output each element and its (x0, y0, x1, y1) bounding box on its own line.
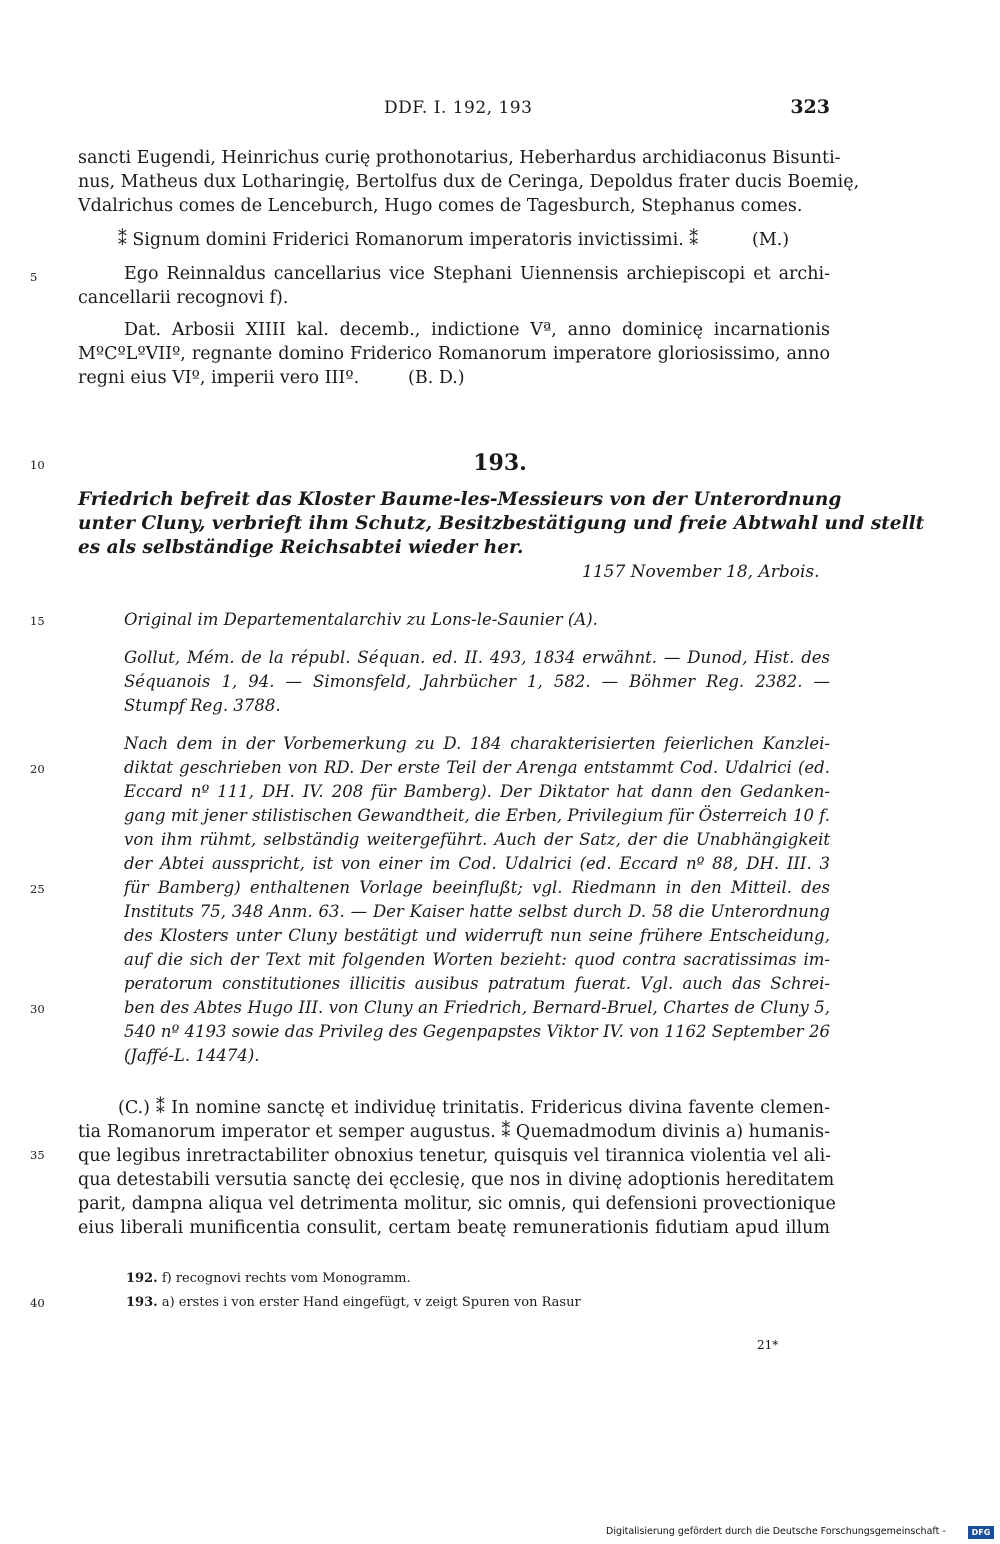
signum-line: ⁑ Signum domini Friderici Romanorum imperatoris invictissimi. ⁑ (118, 230, 699, 250)
text-line: peratorum constitutiones illicitis ausibus patratum fuerat. Vgl. auch das Schrei- (124, 974, 830, 993)
text-line: (C.) ⁑ In nomine sanctę et individuę trinitatis. Fridericus divina favente clemen- (118, 1098, 830, 1118)
text-line: Séquanois 1, 94. — Simonsfeld, Jahrbücher 1, 582. — Böhmer Reg. 2382. — (124, 672, 830, 691)
text-line: für Bamberg) enthaltenen Vorlage beeinflußt; vgl. Riedmann in den Mitteil. des (124, 878, 830, 897)
line-number: 5 (30, 270, 38, 284)
dfg-notice (606, 1526, 994, 1540)
text-line: nus, Matheus dux Lotharingię, Bertolfus dux de Ceringa, Depoldus frater ducis Boemię, (78, 172, 860, 192)
original-note: Original im Departementalarchiv zu Lons-le-Saunier (A). (124, 610, 598, 629)
line-number: 20 (30, 762, 45, 776)
text-line: que legibus inretractabiliter obnoxius tenetur, quisquis vel tirannica violentia vel ali- (78, 1146, 832, 1166)
line-number: 15 (30, 614, 45, 628)
text-line: tia Romanorum imperator et semper augustus. ⁑ Quemadmodum divinis a) humanis- (78, 1122, 830, 1142)
footnote (126, 1294, 581, 1312)
sheet-signature: 21* (757, 1338, 779, 1352)
text-line: diktat geschrieben von RD. Der erste Teil der Arenga entstammt Cod. Udalrici (ed. (124, 758, 830, 777)
running-title: DDF. I. 192, 193 (384, 98, 533, 118)
footnote-text: f) recognovi rechts vom Monogramm. (161, 1271, 411, 1286)
text-line: 540 nº 4193 sowie das Privileg des Gegenpapstes Viktor IV. von 1162 September 26 (124, 1022, 830, 1041)
text-line: des Klosters unter Cluny bestätigt und widerruft nun seine frühere Entscheidung, (124, 926, 830, 945)
text-line: gang mit jener stilistischen Gewandtheit, die Erben, Privilegium für Österreich 10 f. (124, 806, 830, 825)
line-number: 40 (30, 1296, 45, 1310)
line-number: 10 (30, 458, 45, 472)
page-header (78, 98, 830, 124)
text-line: Eccard nº 111, DH. IV. 208 für Bamberg). Der Diktator hat dann den Gedanken- (124, 782, 830, 801)
footnote-text: a) erstes i von erster Hand eingefügt, v zeigt Spuren von Rasur (161, 1295, 581, 1310)
text-line: parit, dampna aliqua vel detrimenta molitur, sic omnis, qui defensioni provectionique (78, 1194, 836, 1214)
line-number: 35 (30, 1148, 45, 1162)
footnote (126, 1270, 411, 1288)
text-line: von ihm rühmt, selbständig weitergeführt. Auch der Satz, der die Unabhängigkeit (124, 830, 830, 849)
text-line: qua detestabili versutia sanctę dei ęcclesię, que nos in divinę adoptionis hereditatem (78, 1170, 835, 1190)
text-line: MºCºLºVIIº, regnante domino Friderico Romanorum imperatore gloriosissimo, anno (78, 344, 830, 364)
text-line: regni eius VIº, imperii vero IIIº. (78, 368, 360, 388)
line-number: 30 (30, 1002, 45, 1016)
regest-line: unter Cluny, verbrieft ihm Schutz, Besitzbestätigung und freie Abtwahl und stellt (78, 513, 925, 534)
text-line: eius liberali munificentia consulit, certam beatę remunerationis fidutiam apud illum (78, 1218, 830, 1238)
regest-line: es als selbständige Reichsabtei wieder her. (78, 537, 524, 558)
line-number: 25 (30, 882, 45, 896)
text-line: Dat. Arbosii XIIII kal. decemb., indictione Vª, anno dominicę incarnationis (124, 320, 830, 340)
seal-mark: (B. D.) (408, 368, 465, 388)
monogram-mark: (M.) (752, 230, 790, 250)
footnote-ref: 192. (126, 1271, 158, 1286)
text-line: auf die sich der Text mit folgenden Worten bezieht: quod contra sacratissimas im- (124, 950, 830, 969)
dfg-notice-text: Digitalisierung gefördert durch die Deutsche Forschungsgemeinschaft - (606, 1526, 946, 1537)
text-line: Nach dem in der Vorbemerkung zu D. 184 charakterisierten feierlichen Kanzlei- (124, 734, 830, 753)
regest-line: Friedrich befreit das Kloster Baume-les-Messieurs von der Unterordnung (78, 489, 842, 510)
text-line: Instituts 75, 348 Anm. 63. — Der Kaiser hatte selbst durch D. 58 die Unterordnung (124, 902, 830, 921)
text-line: Gollut, Mém. de la républ. Séquan. ed. II. 493, 1834 erwähnt. — Dunod, Hist. des (124, 648, 830, 667)
date-place: 1157 November 18, Arbois. (582, 562, 820, 582)
text-line: ben des Abtes Hugo III. von Cluny an Friedrich, Bernard-Bruel, Chartes de Cluny 5, (124, 998, 830, 1017)
page-number: 323 (790, 96, 830, 118)
text-line: cancellarii recognovi f). (78, 288, 289, 308)
text-line: Vdalrichus comes de Lenceburch, Hugo comes de Tagesburch, Stephanus comes. (78, 196, 803, 216)
text-line: Stumpf Reg. 3788. (124, 696, 281, 715)
text-line: sancti Eugendi, Heinrichus curię prothonotarius, Heberhardus archidiaconus Bisunti- (78, 148, 841, 168)
footnote-ref: 193. (126, 1295, 158, 1310)
dfg-logo[interactable]: DFG (968, 1526, 994, 1539)
text-line: Ego Reinnaldus cancellarius vice Stephani Uiennensis archiepiscopi et archi- (124, 264, 830, 284)
text-line: (Jaffé-L. 14474). (124, 1046, 260, 1065)
document-number: 193. (473, 450, 527, 476)
text-line: der Abtei ausspricht, ist von einer im Cod. Udalrici (ed. Eccard nº 88, DH. III. 3 (124, 854, 830, 873)
